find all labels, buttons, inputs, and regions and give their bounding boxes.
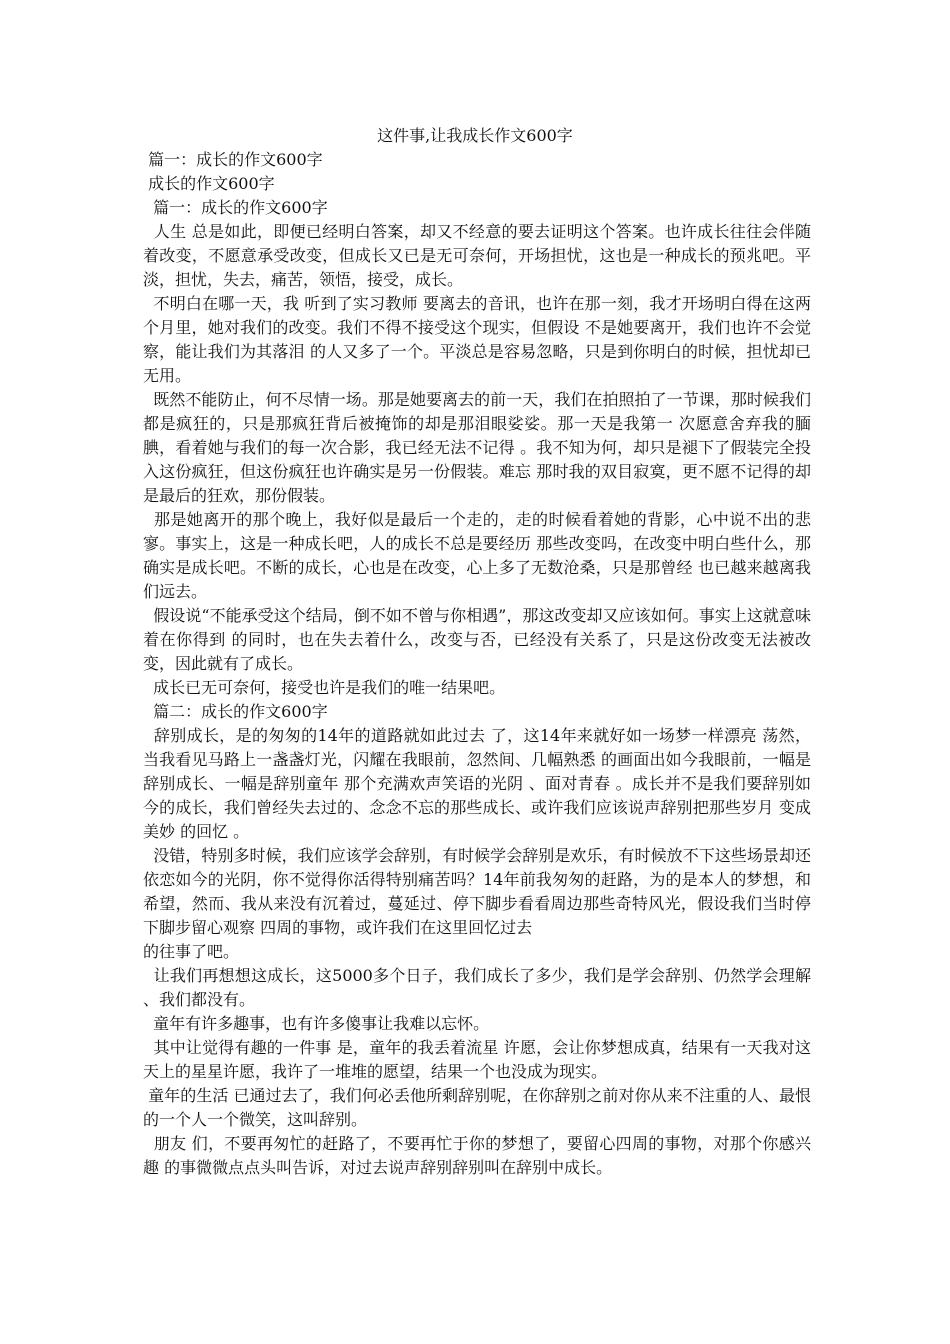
document-title: 这件事,让我成长作文600字	[377, 126, 573, 145]
paragraph: 不明白在哪一天，我 听到了实习教师 要离去的音讯，也许在那一刻，我才开场明白得在这两个月里，她对我们的改变。我们不得不接受这个现实，但假设 不是她要离开，我们也许不会觉察，能让我们为其落泪 的人又多了一个。平淡总是容易忽略，只是到你明白的时候，担忧却已无用。	[143, 294, 811, 385]
heading-part-two: 篇二：成长的作文600字	[143, 702, 328, 721]
paragraph: 童年的生活 已通过去了，我们何必丢他所剩辞别呢，在你辞别之前对你从来不注重的人、最恨的一个人一个微笑，这叫辞别。	[143, 1086, 811, 1129]
subheading: 成长的作文600字	[143, 174, 275, 193]
paragraph: 人生 总是如此，即便已经明白答案，却又不经意的要去证明这个答案。也许成长往往会伴随着改变，不愿意承受改变，但成长又已是无可奈何，开场担忧，这也是一种成长的预兆吧。平淡，担忧，失去，痛苦，领悟，接受，成长。	[143, 222, 811, 289]
paragraph: 没错，特别多时候，我们应该学会辞别，有时候学会辞别是欢乐，有时候放不下这些场景却还依恋如今的光阴，你不觉得你活得特别痛苦吗？14年前我匆匆的赶路，为的是本人的梦想，和希望，然而、我从来没有沉着过，蔓延过、停下脚步看看周边那些奇特风光，假设我们当时停下脚步留心观察 四周的事物，或许我们在这里回忆过去	[143, 846, 811, 937]
paragraph: 朋友 们，不要再匆忙的赶路了，不要再忙于你的梦想了，要留心四周的事物，对那个你感兴趣 的事微微点点头叫告诉，对过去说声辞别辞别叫在辞别中成长。	[143, 1134, 811, 1177]
paragraph: 童年有许多趣事，也有许多傻事让我难以忘怀。	[143, 1014, 490, 1033]
paragraph: 成长已无可奈何，接受也许是我们的唯一结果吧。	[143, 678, 506, 697]
paragraph: 其中让觉得有趣的一件事 是，童年的我丢着流星 许愿，会让你梦想成真，结果有一天我对这天上的星星许愿，我许了一堆堆的愿望，结果一个也没成为现实。	[143, 1038, 811, 1081]
document-body	[143, 148, 817, 1180]
heading-part-one-repeat: 篇一：成长的作文600字	[143, 198, 328, 217]
paragraph: 让我们再想想这成长，这5000多个日子，我们成长了多少，我们是学会辞别、仍然学会理解 、我们都没有。	[143, 966, 817, 1009]
heading-part-one: 篇一：成长的作文600字	[143, 150, 323, 169]
paragraph: 辞别成长，是的匆匆的14年的道路就如此过去 了，这14年来就好如一场梦一样漂亮 荡然，当我看见马路上一盏盏灯光，闪耀在我眼前，忽然间、几幅熟悉 的画面出如今我眼前，一幅是辞别成长、一幅是辞别童年 那个充满欢声笑语的光阴 、面对青春 。成长并不是我们要辞别如今的成长，我们曾经失去过的、念念不忘的那些成长、或许我们应该说声辞别把那些岁月 变成美妙 的回忆 。	[143, 726, 811, 841]
paragraph: 既然不能防止，何不尽情一场。那是她要离去的前一天，我们在拍照拍了一节课，那时候我们都是疯狂的，只是那疯狂背后被掩饰的却是那泪眼娑娑。那一天是我第一 次愿意舍弃我的腼腆，看着她与我们的每一次合影，我已经无法不记得 。我不知为何，却只是褪下了假装完全投入这份疯狂，但这份疯狂也许确实是另一份假装。难忘 那时我的双目寂寞，更不愿不记得的却是最后的狂欢，那份假装。	[143, 390, 811, 505]
paragraph-continuation: 的往事了吧。	[143, 942, 240, 961]
paragraph: 那是她离开的那个晚上，我好似是最后一个走的，走的时候看着她的背影，心中说不出的悲寥。事实上，这是一种成长吧，人的成长不总是要经历 那些改变吗，在改变中明白些什么，那确实是成长吧。不断的成长，心也是在改变，心上多了无数沧桑，只是那曾经 也已越来越离我们远去。	[143, 510, 811, 601]
paragraph: 假设说“不能承受这个结局，倒不如不曾与你相遇”，那这改变却又应该如何。事实上这就意味着在你得到 的同时，也在失去着什么，改变与否，已经没有关系了，只是这份改变无法被改变，因此就有了成长。	[143, 606, 811, 673]
